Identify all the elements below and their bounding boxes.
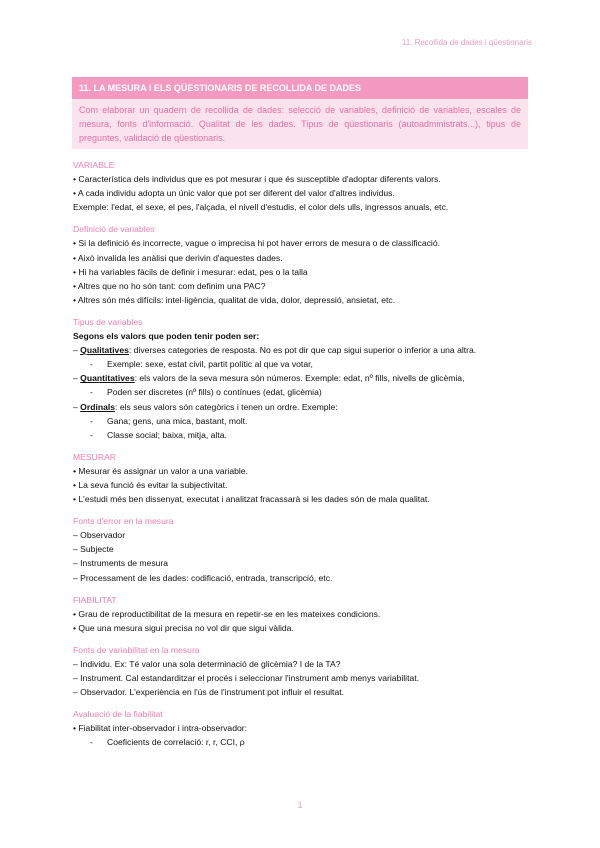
section-heading-fonts-error: Fonts d'error en la mesura (73, 516, 174, 527)
term-text: : els seus valors són categòrics i tenen un ordre. Exemple: (115, 401, 338, 412)
section-heading-fiabilitat: FIABILITAT (73, 594, 117, 605)
text-line: • Grau de reproductibilitat de la mesura en repetir-se en les mateixes condicions. (73, 608, 381, 619)
text-line: • L'estudi més ben dissenyat, executat i analitzat fracassarà si les dades són de mala qualitat. (73, 494, 430, 505)
text-line: • Si la definició és incorrecte, vague o imprecisa hi pot haver errors de mesura o de classificació. (73, 238, 440, 249)
text-line: – Instrument. Cal estandarditzar el procés i seleccionar l'instrument amb menys variabilitat. (73, 673, 420, 684)
sub-text: Poden ser discretes (nº fills) o contínues (edat, glicèmia) (107, 387, 322, 398)
dash: – (73, 401, 78, 412)
sub-text: Classe social; baixa, mitja, alta. (107, 429, 227, 440)
text-line: • Altres són més difícils: intel·ligència, qualitat de vida, dolor, depressió, ansietat, etc. (73, 294, 396, 305)
sub-item (73, 428, 533, 442)
term-text: : diverses categories de resposta. No es pot dir que cap sigui superior o inferior a una altra. (128, 345, 477, 356)
text-line-qualitatives (73, 343, 533, 357)
sub-dash: - (90, 737, 93, 748)
chapter-description: Com elaborar un quadern de recollida de dades: selecció de variables, definició de variables, escales de mesura, fonts d'informació. Qualitat de les dades. Tipus de qüestionaris (autoadministrats...), tipus de preguntes, validació de qüestionaris. (72, 99, 528, 149)
page-number: 1 (297, 800, 303, 810)
text-line: Exemple: l'edat, el sexe, el pes, l'alçada, el nivell d'estudis, el color dels ulls, ingressos anuals, etc. (73, 202, 449, 213)
text-line: • La seva funció és evitar la subjectivitat. (73, 479, 228, 490)
text-line-quantitatives (73, 371, 533, 385)
section-heading-fonts-variabilitat: Fonts de variabilitat en la mesura (73, 644, 200, 655)
sub-dash: - (90, 415, 93, 426)
sub-text: Exemple: sexe, estat civil, partit polític al que va votar, (107, 359, 313, 370)
text-line: – Subjecte (73, 544, 114, 555)
sub-dash: - (90, 359, 93, 370)
section-heading-variable: VARIABLE (73, 160, 115, 170)
section-heading-tipus: Tipus de variables (73, 316, 143, 327)
sub-item (73, 385, 533, 399)
text-line: • Això invalida les anàlisi que derivin d'aquestes dades. (73, 252, 283, 263)
sub-text: Coeficients de correlació: r, r, CCI, ρ (107, 737, 245, 748)
text-line: • Fiabilitat inter-observador i intra-observador: (73, 723, 248, 734)
text-line: • Característica dels individus que es pot mesurar i que és susceptible d'adoptar diferents valors. (73, 174, 441, 185)
section-heading-avaluacio: Avaluació de la fiabilitat (73, 709, 163, 720)
chapter-title-box (72, 77, 528, 149)
text-line: • Hi ha variables fàcils de definir i mesurar: edat, pes o la talla (73, 266, 308, 277)
running-header: 11. Recollida de dades i qüestionaris (401, 38, 532, 47)
text-line: • Altres que no ho són tant: com definim una PAC? (73, 280, 266, 291)
dash: – (73, 373, 78, 384)
dash: – (73, 345, 78, 356)
text-line: – Individu. Ex: Té valor una sola determinació de glicèmia? I de la TA? (73, 659, 341, 669)
page-content (73, 158, 533, 750)
sub-item (73, 414, 533, 428)
sub-dash: - (90, 429, 93, 440)
text-line: – Processament de les dades: codificació, entrada, transcripció, etc. (73, 572, 333, 583)
section-heading-mesurar: MESURAR (73, 451, 116, 462)
text-line: • Que una mesura sigui precisa no vol dir que sigui vàlida. (73, 622, 294, 633)
text-line: – Observador. L'experiència en l'ús de l'instrument pot influir el resultat. (73, 687, 344, 698)
text-line: • A cada individu adopta un únic valor que pot ser diferent del valor d'altres individus. (73, 188, 395, 199)
text-line: – Instruments de mesura (73, 558, 169, 569)
text-line: • Mesurar és assignar un valor a una variable. (73, 465, 248, 476)
sub-item (73, 735, 533, 749)
term-text: : els valors de la seva mesura són números. Exemple: edat, nº fills, nivells de glicèmia, (134, 373, 465, 384)
term-ordinals: Ordinals (80, 401, 116, 412)
chapter-title: 11. LA MESURA I ELS QÜESTIONARIS DE RECOLLIDA DE DADES (72, 77, 528, 99)
text-line-ordinals (73, 400, 533, 414)
sub-dash: - (90, 387, 93, 398)
term-qualitatives: Qualitatives (80, 345, 129, 356)
text-line: Segons els valors que poden tenir poden ser: (73, 331, 260, 342)
sub-text: Gana; gens, una mica, bastant, molt. (107, 415, 248, 426)
sub-item (73, 357, 533, 371)
term-quantitatives: Quantitatives (80, 373, 135, 384)
text-line: – Observador (73, 530, 126, 541)
section-heading-definicio: Definició de variables (73, 224, 155, 235)
